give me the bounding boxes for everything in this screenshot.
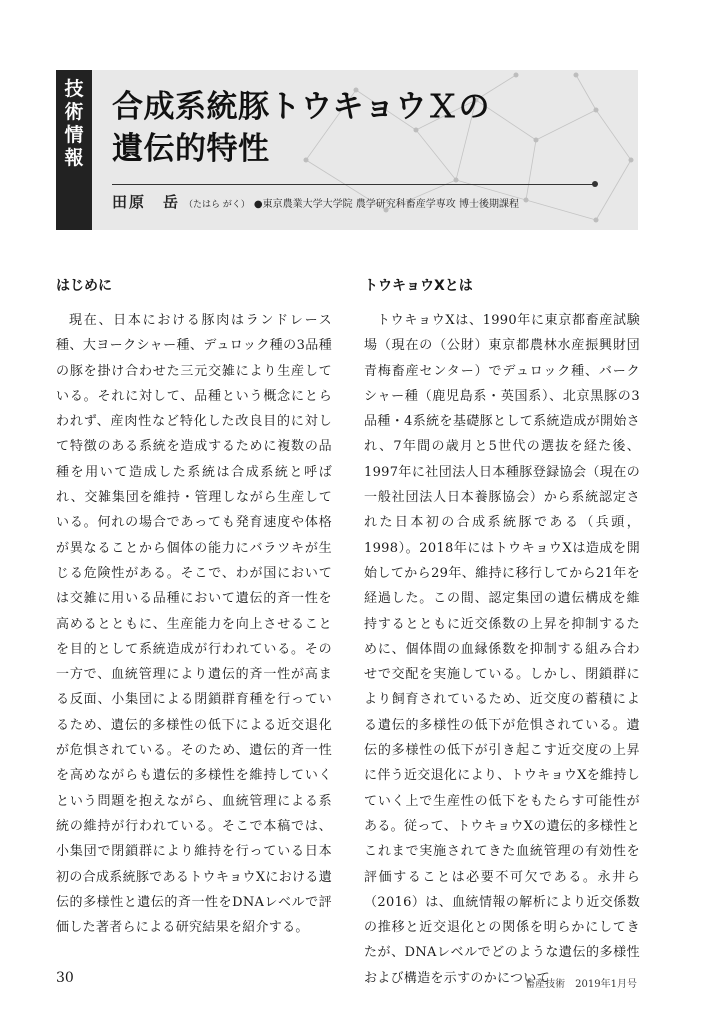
category-tab <box>56 70 92 230</box>
page-number: 30 <box>56 970 74 986</box>
category-tab-char: 技 <box>64 78 84 100</box>
left-column <box>56 276 332 940</box>
category-tab-char: 報 <box>64 147 84 169</box>
section-body-tokyo-x: トウキョウXは、1990年に東京都畜産試験場（現在の（公財）東京都農林水産振興財団青梅畜産センター）でデュロック種、バークシャー種（鹿児島系・英国系）、北京黒豚の3品種・4系統を基礎豚として系統造成が開始され、7年間の歳月と5世代の選抜を経た後、1997年に社団法人日本種豚登録協会（現在の一般社団法人日本養豚協会）から系統認定された日本初の合成系統豚である（兵頭，1998）。2018年にはトウキョウXは造成を開始してから29年、維持に移行してから21年を経過した。この間、認定集団の遺伝構成を維持するとともに近交係数の上昇を抑制するために、個体間の血縁係数を抑制する組み合わせで交配を実施している。しかし、閉鎖群により飼育されているため、近交度の蓄積による遺伝的多様性の低下が危惧されている。遺伝的多様性の低下が引き起こす近交度の上昇に伴う近交退化により、トウキョウXを維持していく上で生産性の低下をもたらす可能性がある。従って、トウキョウXの遺伝的多様性とこれまで実施されてきた血統管理の有効性を評価することは必要不可欠である。永井ら（2016）は、血統情報の解析により近交係数の推移と近交退化との関係を明らかにしてきたが、DNAレベルでどのような遺伝的多様性および構造を示すのかについて <box>364 313 640 986</box>
section-body-introduction: 現在、日本における豚肉はランドレース種、大ヨークシャー種、デュロック種の3品種の豚を掛け合わせた三元交雑により生産している。それに対して、品種という概念にとらわれず、産肉性など特化した改良目的に対して特徴のある系統を造成するために複数の品種を用いて造成した系統は合成系統と呼ばれ、交雑集団を維持・管理しながら生産している。何れの場合であっても発育速度や体格が異なることから個体の能力にバラツキが生じる危険性がある。そこで、わが国においては交雑に用いる品種において遺伝的斉一性を高めるとともに、生産能力を向上させることを目的として系統造成が行われている。その一方で、血統管理により遺伝的斉一性が高まる反面、小集団による閉鎖群育種を行っているため、遺伝的多様性の低下による近交退化が危惧されている。そのため、遺伝的斉一性を高めながらも遺伝的多様性を維持していくという問題を抱えながら、血統管理による系統の維持が行われている。そこで本稿では、小集団で閉鎖群により維持を行っている日本初の合成系統豚であるトウキョウXにおける遺伝的多様性と遺伝的斉一性をDNAレベルで評価した著者らによる研究結果を紹介する。 <box>56 313 332 936</box>
title-divider-dot <box>592 181 598 187</box>
article-title-line2: 遺伝的特性 <box>112 131 270 167</box>
right-column <box>364 276 640 991</box>
author-line <box>112 191 519 212</box>
author-name: 田原 岳 <box>112 193 181 211</box>
author-affiliation: ●東京農業大学大学院 農学研究科畜産学専攻 博士後期課程 <box>253 199 519 210</box>
category-tab-char: 術 <box>64 101 84 123</box>
publication-info: 畜産技術 2019年1月号 <box>525 979 637 990</box>
article-title <box>112 86 490 170</box>
article-header <box>56 70 638 230</box>
category-tab-char: 情 <box>64 124 84 146</box>
author-reading: （たはら がく） <box>184 200 250 210</box>
article-title-line1: 合成系統豚トウキョウＸの <box>112 89 490 125</box>
section-heading-introduction: はじめに <box>56 278 112 294</box>
title-divider <box>112 184 594 185</box>
section-heading-tokyo-x: トウキョウXとは <box>364 278 473 294</box>
